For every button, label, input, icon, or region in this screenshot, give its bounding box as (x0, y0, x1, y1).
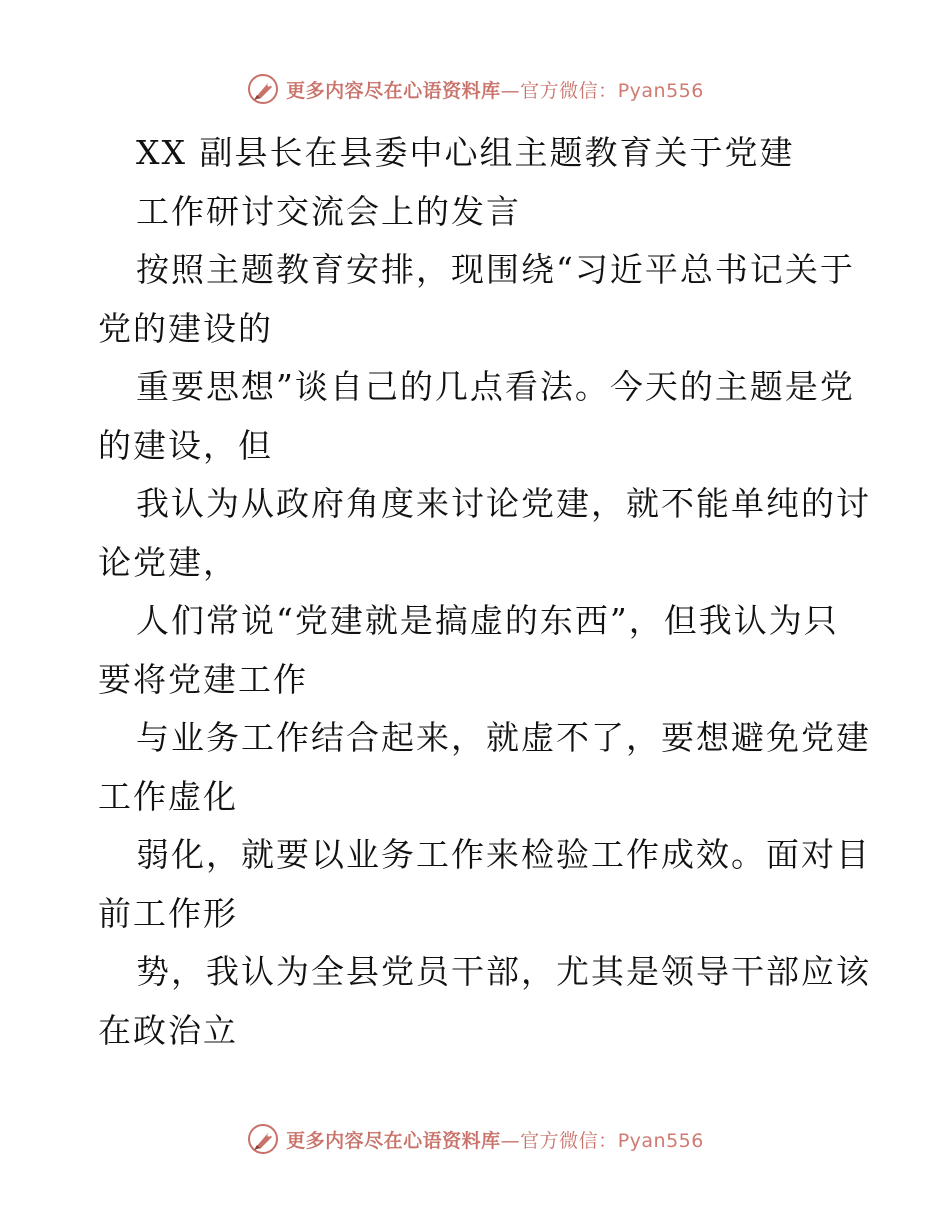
watermark-dash: — (500, 79, 521, 102)
watermark-dash: — (500, 1129, 521, 1152)
body-text-line: 势，我认为全县党员干部，尤其是领导干部应该 (136, 952, 871, 991)
body-text-line: 论党建， (98, 542, 238, 582)
pen-nib-icon (246, 72, 280, 106)
body-text-line: 重要思想”谈自己的几点看法。今天的主题是党 (136, 367, 855, 406)
paragraph (98, 241, 871, 1060)
body-text-line: 我认为从政府角度来讨论党建，就不能单纯的讨 (136, 484, 871, 523)
body-text-line: 的建设，但 (98, 425, 273, 465)
watermark-brand: 更多内容尽在心语资料库 (286, 1129, 501, 1152)
body-text-line: 按照主题教育安排，现围绕“习近平总书记关于 (136, 250, 855, 289)
header-watermark (0, 72, 950, 106)
watermark-text (286, 1126, 704, 1153)
body-text-line: 与业务工作结合起来，就虚不了，要想避免党建 (136, 718, 871, 757)
watermark-contact: 官方微信： (520, 79, 618, 102)
body-text-line: 要将党建工作 (98, 659, 308, 699)
document-body (98, 124, 871, 1060)
watermark-id: Pyan556 (617, 1129, 704, 1152)
pen-nib-icon (246, 1122, 280, 1156)
body-text-line: 党的建设的 (98, 308, 273, 348)
watermark-id: Pyan556 (617, 79, 704, 102)
body-text-line: 在政治立 (98, 1010, 238, 1050)
watermark-contact: 官方微信： (520, 1129, 618, 1152)
body-text-line: 弱化，就要以业务工作来检验工作成效。面对目 (136, 835, 871, 874)
document-title-line-2: 工作研讨交流会上的发言 (136, 191, 521, 231)
watermark-brand: 更多内容尽在心语资料库 (286, 79, 501, 102)
body-text-line: 工作虚化 (98, 776, 238, 816)
footer-watermark (0, 1122, 950, 1156)
body-text-line: 人们常说“党建就是搞虚的东西”，但我认为只 (136, 601, 839, 640)
watermark-text (286, 76, 704, 103)
body-text-line: 前工作形 (98, 893, 238, 933)
document-title-line-1: XX 副县长在县委中心组主题教育关于党建 (136, 133, 795, 172)
